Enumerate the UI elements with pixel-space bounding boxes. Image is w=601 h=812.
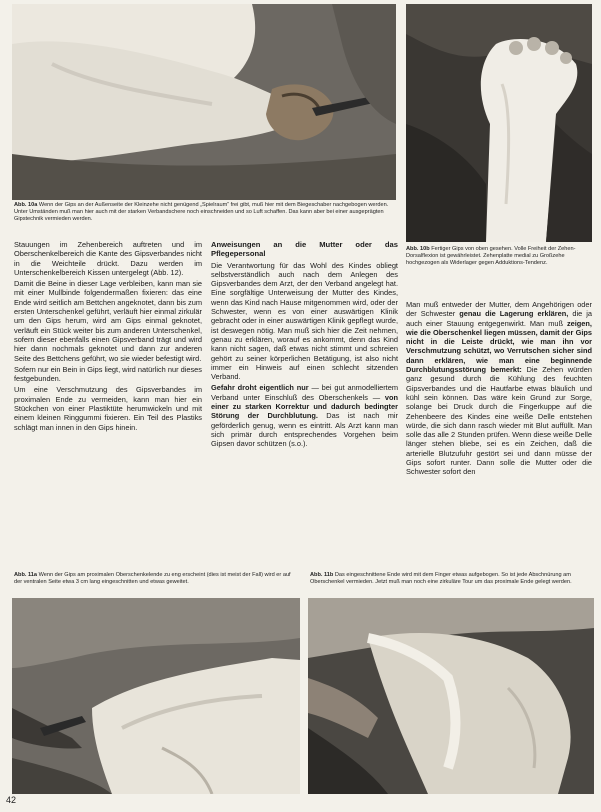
paragraph: Damit die Beine in dieser Lage verbleiben, kann man sie mit einer Mullbinde folgendermaßen fixieren: das eine Ende wird seitlich am Bettchen angeknotet, dann bis zum ersten Unterschenkel geführt, verläuft hier einmal zirkulär um den Gips herum, wird am Gips einmal geknotet, verläuft ein Stück weiter bis zum anderen Unterschenkel, sofern dieser ebenfalls einen Gipsverband trägt und wird hier dann nochmals geknotet und dann zur anderen Seite des Bettchens geführt, wo sie wieder befestigt wird. bbox=[14, 279, 202, 363]
caption-fig-10b bbox=[406, 246, 592, 268]
caption-text: Fertiger Gips von oben gesehen. Volle Freiheit der Zehen-Dorsalflexion ist gewährleistet. Zehenplatte medial zu Großzehe hochgezogen als Widerlager gegen Adduktions-Tendenz. bbox=[406, 246, 576, 267]
caption-label: Abb. 10b bbox=[406, 246, 430, 252]
photo-fig-11b bbox=[308, 598, 594, 794]
text: Das ist nach mir geförderlich genug, wenn es eintritt. Als Arzt kann man sich primär durch entsprechendes Vorgehen beim Gipsen davor schützen (s.o.). bbox=[211, 411, 398, 449]
bold-text: von einer zu starken Korrektur und dadurch bedingter Störung der Durchblutung. bbox=[211, 392, 398, 421]
caption-fig-10a bbox=[14, 202, 394, 224]
photo-fig-11a bbox=[12, 598, 300, 794]
photo-fig-10b bbox=[406, 4, 592, 242]
paragraph: Sofern nur ein Bein in Gips liegt, wird natürlich nur dieses festgebunden. bbox=[14, 364, 202, 384]
text: Man muß entweder der Mutter, dem Angehörigen oder der Schwester bbox=[406, 300, 592, 319]
caption-text: Wenn der Gips an der Außenseite der Kleinzehe nicht genügend „Spielraum“ frei gibt, muß hier mit dem Biegeschaber nachgebogen werden. Unter Umständen muß man hier auch mit der starken Verbandschere noch einschneiden und so Luft schaffen. Das kann aber bei einer ausgeprägten Gipstechnik vermieden werden. bbox=[14, 202, 389, 223]
text-column-2 bbox=[211, 240, 398, 451]
section-heading: Anweisungen an die Mutter oder das Pflegepersonal bbox=[211, 240, 398, 259]
paragraph bbox=[406, 300, 592, 477]
paragraph: Stauungen im Zehenbereich auftreten und im Oberschenkelbereich die Kante des Gipsverbandes nicht in die Weichteile drückt. Dazu werden im Unterschenkelbereich Kissen untergelegt (Abb. 12). bbox=[14, 240, 202, 277]
bold-text: genau die Lagerung erklären, bbox=[459, 309, 569, 319]
bold-text: Gefahr droht eigentlich nur bbox=[211, 383, 309, 393]
caption-label: Abb. 11a bbox=[14, 572, 38, 578]
caption-fig-11b bbox=[310, 572, 592, 586]
paragraph: Die Verantwortung für das Wohl des Kindes obliegt selbstverständlich auch nach dem Anlegen des Gipsverbandes dem Arzt, der den Verband angelegt hat. Eine sorgfältige Unterweisung der Mutter des Kindes, wenn das Kind nach Hause mitgenommen wird, oder der Schwester, wenn es von einer auswärtigen Klinik gebracht oder in einer auswärtigen Klinik gepflegt wurde, ist deswegen nötig. Man muß sich hier die Zeit nehmen, genau zu erklären, worauf es ankommt, denn das Kind kann nicht sagen, daß etwas nicht stimmt und schreien gehört zu seiner körperlichen Betätigung, ist also nicht immer ein Hinweis auf einen schlecht sitzenden Verband. bbox=[211, 260, 398, 382]
paragraph bbox=[211, 383, 398, 448]
caption-label: Abb. 10a bbox=[14, 202, 38, 208]
photo-fig-10a bbox=[12, 4, 396, 200]
caption-label: Abb. 11b bbox=[310, 572, 334, 578]
caption-text: Das eingeschnittene Ende wird mit dem Finger etwas aufgebogen. So ist jede Abschnürung am Oberschenkel vermieden. Jetzt muß man noch eine zirkuläre Tour um das proximale Ende gelegt werden. bbox=[310, 572, 572, 586]
text-column-3 bbox=[406, 300, 592, 479]
text: die ja auch einer Stauung entgegenwirkt. Man muß bbox=[406, 309, 592, 328]
text: — bei gut anmodelliertem Verband unter Einschluß des Oberschenkels — bbox=[211, 383, 398, 402]
text: Die Zehen würden ganz gesund durch die Kühlung des feuchten Gipsverbandes und die Hautfarbe etwas bläulich und kühl sein können. Das wäre kein Grund zur Sorge, solange bei Druck durch die Fingerkuppe auf die Zehenbeere des Kindes eine weiße Delle entstehen würde, die sich dann rasch wieder mit Blut auffüllt. Man solle das alle 2 Stunden prüfen. Wenn diese weiße Delle länger stehen bliebe, sei es ein Zeichen, daß die arterielle Blutzufuhr gestört sei und dann müsse der Gips sofort runter. Dann solle die Mutter oder die Schwester sofort den bbox=[406, 365, 592, 477]
paragraph: Um eine Verschmutzung des Gipsverbandes im proximalen Ende zu vermeiden, kann man hier ein Stückchen von einer Plastiktüte herumwickeln und mit einem kleinen Ringgummi fixieren. Ein Teil des Plastiks schlägt man innen in den Gips hinein. bbox=[14, 385, 202, 432]
caption-fig-11a bbox=[14, 572, 298, 586]
page-number: 42 bbox=[6, 795, 17, 805]
caption-text: Wenn der Gips am proximalen Oberschenkelende zu eng erscheint (dies ist meist der Fall) wird er auf der ventralen Seite etwa 3 cm lang eingeschnitten und etwas geweitet. bbox=[14, 572, 291, 586]
text-column-1 bbox=[14, 240, 202, 434]
bold-text: zeigen, wie die Oberschenkel liegen müssen, damit der Gips nicht in die Leiste drückt, wie man ihn vor Verschmutzung schützt, wo Verrutschen sicher sind dann erklären, wie man eine beginnende Durchblutungsstörung bemerkt: bbox=[406, 318, 592, 375]
